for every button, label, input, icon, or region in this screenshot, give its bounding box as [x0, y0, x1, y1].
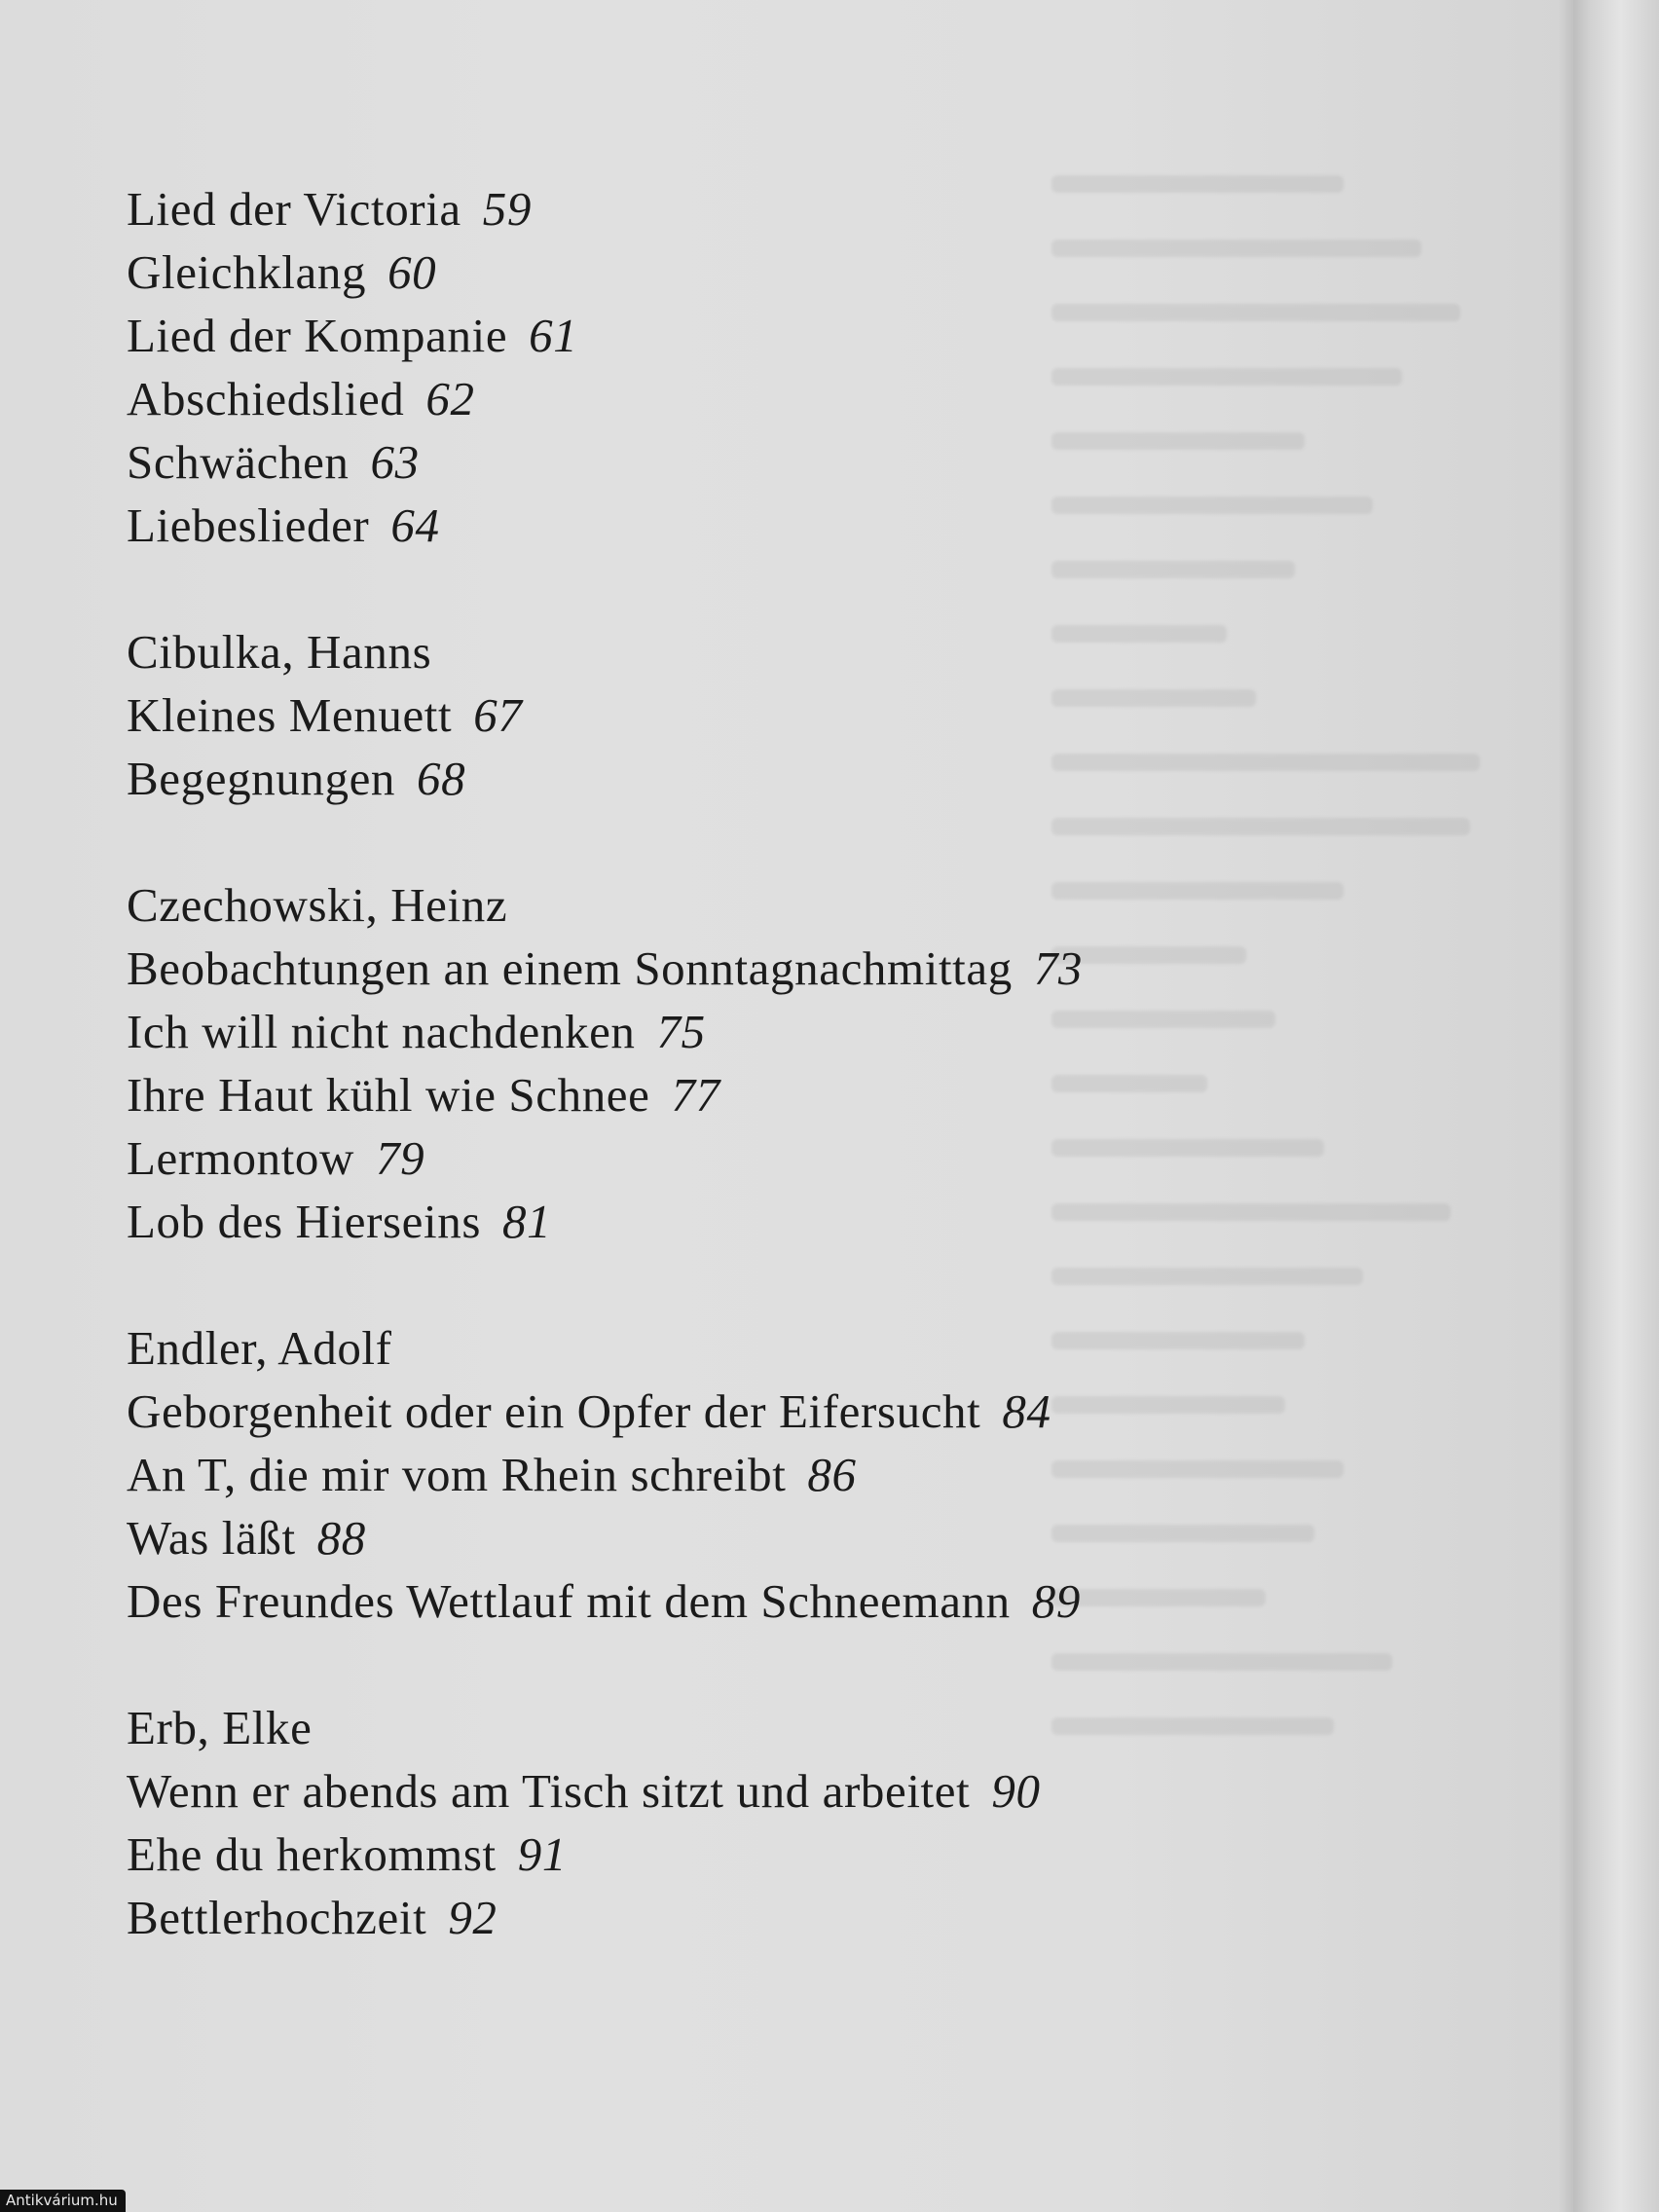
entry-page-number: 84	[1002, 1384, 1051, 1438]
entry-title: Gleichklang	[127, 245, 367, 299]
section-gap	[127, 1253, 1246, 1316]
toc-entry	[127, 1443, 1246, 1506]
entry-title: Schwächen	[127, 435, 350, 489]
entry-title: Ehe du herkommst	[127, 1827, 497, 1881]
entry-page-number: 60	[387, 245, 437, 299]
author-heading: Cibulka, Hanns	[127, 625, 432, 679]
toc-entry	[127, 747, 1246, 810]
entry-page-number: 67	[473, 688, 523, 742]
entry-title: Kleines Menuett	[127, 688, 453, 742]
entry-title: Lied der Kompanie	[127, 309, 508, 362]
toc-entry	[127, 1380, 1246, 1443]
entry-title: Lermontow	[127, 1131, 355, 1185]
entry-page-number: 90	[991, 1764, 1041, 1818]
entry-page-number: 92	[448, 1891, 498, 1944]
toc-entry	[127, 304, 1246, 367]
toc-entry	[127, 494, 1246, 557]
toc-entry	[127, 177, 1246, 240]
toc-entry	[127, 430, 1246, 494]
entry-title: An T, die mir vom Rhein schreibt	[127, 1448, 787, 1501]
entry-page-number: 75	[656, 1005, 706, 1058]
table-of-contents	[127, 177, 1246, 1949]
author-heading: Czechowski, Heinz	[127, 878, 508, 932]
entry-page-number: 88	[316, 1511, 366, 1565]
toc-entry	[127, 683, 1246, 747]
entry-page-number: 64	[390, 498, 440, 552]
entry-page-number: 81	[502, 1195, 552, 1248]
entry-title: Wenn er abends am Tisch sitzt und arbeitet	[127, 1764, 971, 1818]
toc-entry	[127, 1569, 1246, 1633]
entry-page-number: 62	[425, 372, 475, 425]
entry-title: Ich will nicht nachdenken	[127, 1005, 636, 1058]
entry-title: Was läßt	[127, 1511, 296, 1565]
section-gap	[127, 557, 1246, 620]
watermark: Antikvárium.hu	[0, 2190, 126, 2212]
section-gap	[127, 810, 1246, 873]
toc-entry	[127, 1000, 1246, 1063]
toc-entry	[127, 367, 1246, 430]
toc-entry	[127, 1886, 1246, 1949]
entry-page-number: 59	[482, 182, 532, 236]
entry-page-number: 91	[517, 1827, 567, 1881]
author-heading: Erb, Elke	[127, 1701, 313, 1754]
entry-page-number: 77	[671, 1068, 720, 1122]
author-heading: Endler, Adolf	[127, 1321, 392, 1375]
toc-entry	[127, 1506, 1246, 1569]
page-edge	[1573, 0, 1659, 2212]
entry-page-number: 89	[1031, 1574, 1081, 1628]
entry-title: Ihre Haut kühl wie Schnee	[127, 1068, 650, 1122]
toc-entry	[127, 1823, 1246, 1886]
entry-title: Begegnungen	[127, 752, 396, 805]
entry-page-number: 68	[417, 752, 466, 805]
entry-page-number: 86	[807, 1448, 857, 1501]
entry-title: Abschiedslied	[127, 372, 405, 425]
entry-title: Lied der Victoria	[127, 182, 461, 236]
toc-entry	[127, 240, 1246, 304]
entry-page-number: 79	[376, 1131, 425, 1185]
toc-entry	[127, 1063, 1246, 1126]
toc-entry	[127, 1759, 1246, 1823]
entry-title: Geborgenheit oder ein Opfer der Eifersucht	[127, 1384, 981, 1438]
entry-title: Liebeslieder	[127, 498, 370, 552]
toc-entry	[127, 1126, 1246, 1190]
entry-page-number: 73	[1033, 941, 1084, 995]
entry-page-number: 63	[370, 435, 420, 489]
entry-title: Lob des Hierseins	[127, 1195, 482, 1248]
entry-title: Bettlerhochzeit	[127, 1891, 427, 1944]
entry-page-number: 61	[529, 309, 578, 362]
entry-title: Des Freundes Wettlauf mit dem Schneemann	[127, 1574, 1011, 1628]
entry-title: Beobachtungen an einem Sonntagnachmittag	[127, 941, 1013, 995]
toc-entry	[127, 1190, 1246, 1253]
section-gap	[127, 1633, 1246, 1696]
toc-entry	[127, 937, 1246, 1000]
